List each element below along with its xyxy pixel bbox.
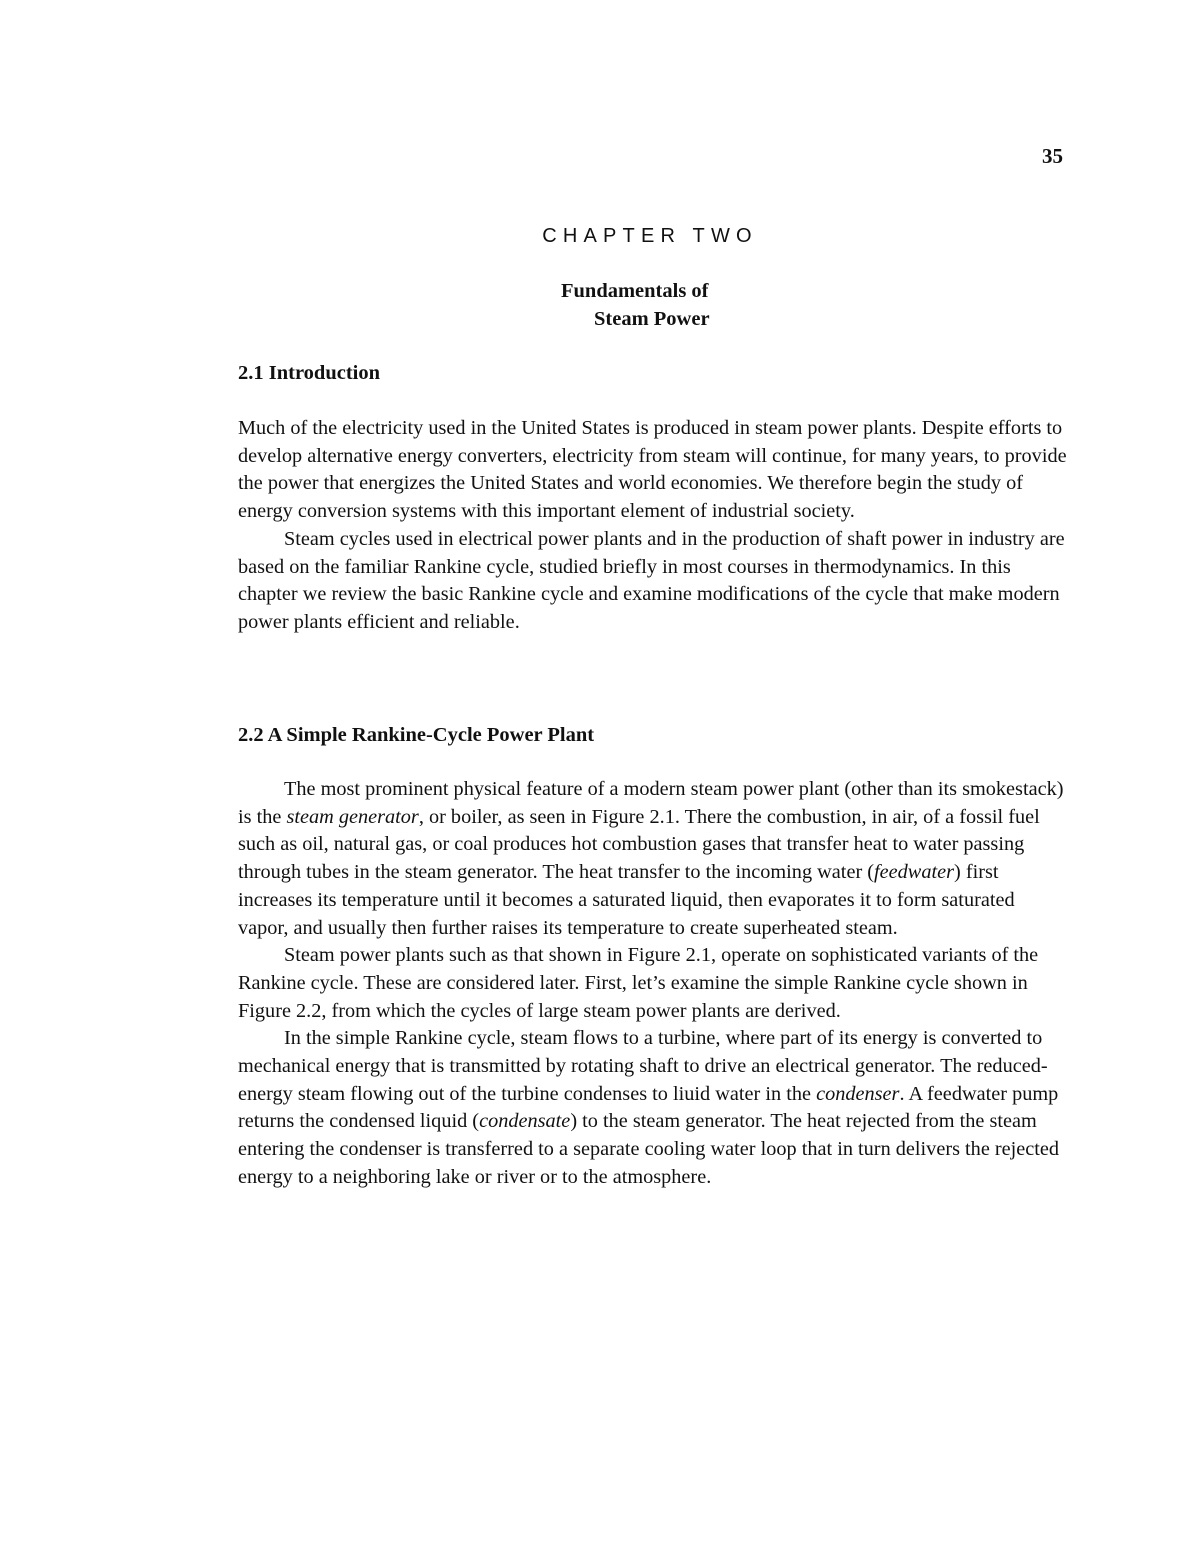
page-number: 35 [1042, 144, 1063, 168]
rankine-body [238, 776, 1068, 1192]
paragraph [238, 1025, 1068, 1191]
text-run: ) first increases its temperature until it becomes a saturated liquid, then evaporates it to form saturated vapor, and usually then further raises its temperature to create superheated steam. [238, 861, 1015, 939]
paragraph: Steam power plants such as that shown in Figure 2.1, operate on sophisticated variants of the Rankine cycle. These are considered later. First, let’s examine the simple Rankine cycle shown in Figure 2.2, from which the cycles of large steam power plants are derived. [238, 944, 1039, 1022]
paragraph: Much of the electricity used in the United States is produced in steam power plants. Despite efforts to develop alternative energy converters, electricity from steam will continue, for many years, to provide the power that energizes the United States and world economies. We therefore begin the study of energy conversion systems with this important element of industrial society. [238, 417, 1067, 523]
chapter-title-line-2: Steam Power [594, 308, 710, 330]
section-heading-introduction: 2.1 Introduction [238, 362, 381, 384]
emphasis-term: steam generator [286, 805, 419, 828]
emphasis-term: condensate [479, 1110, 571, 1133]
emphasis-term: condenser [816, 1082, 900, 1105]
paragraph [238, 776, 1068, 942]
paragraph: Steam cycles used in electrical power plants and in the production of shaft power in industry are based on the familiar Rankine cycle, studied briefly in most courses in thermodynamics. In this chapter we review the basic Rankine cycle and examine modifications of the cycle that make modern power plants efficient and reliable. [238, 527, 1065, 633]
introduction-body [238, 415, 1068, 637]
text-run: In the simple Rankine cycle, steam flows to a turbine, where part of its energy is converted to mechanical energy that is transmitted by rotating shaft to drive an electrical generator. The reduced-energy steam flowing out of the turbine condenses to liuid water in the [238, 1027, 1048, 1105]
chapter-heading: CHAPTER TWO [542, 225, 758, 247]
text-run: . A feedwater pump returns the condensed liquid ( [238, 1082, 1059, 1133]
section-heading-rankine-plant: 2.2 A Simple Rankine-Cycle Power Plant [238, 724, 595, 746]
text-run: The most prominent physical feature of a modern steam power plant (other than its smokestack) is the [238, 778, 1064, 828]
text-run: ) to the steam generator. The heat rejected from the steam entering the condenser is transferred to a separate cooling water loop that in turn delivers the rejected energy to a neighboring lake or river or to the atmosphere. [238, 1110, 1060, 1188]
chapter-title-line-1: Fundamentals of [561, 280, 709, 302]
emphasis-term: feedwater [874, 861, 955, 884]
text-run: , or boiler, as seen in Figure 2.1. There the combustion, in air, of a fossil fuel such as oil, natural gas, or coal produces hot combustion gases that transfer heat to water passing through tubes in the steam generator. The heat transfer to the incoming water ( [238, 805, 1040, 884]
